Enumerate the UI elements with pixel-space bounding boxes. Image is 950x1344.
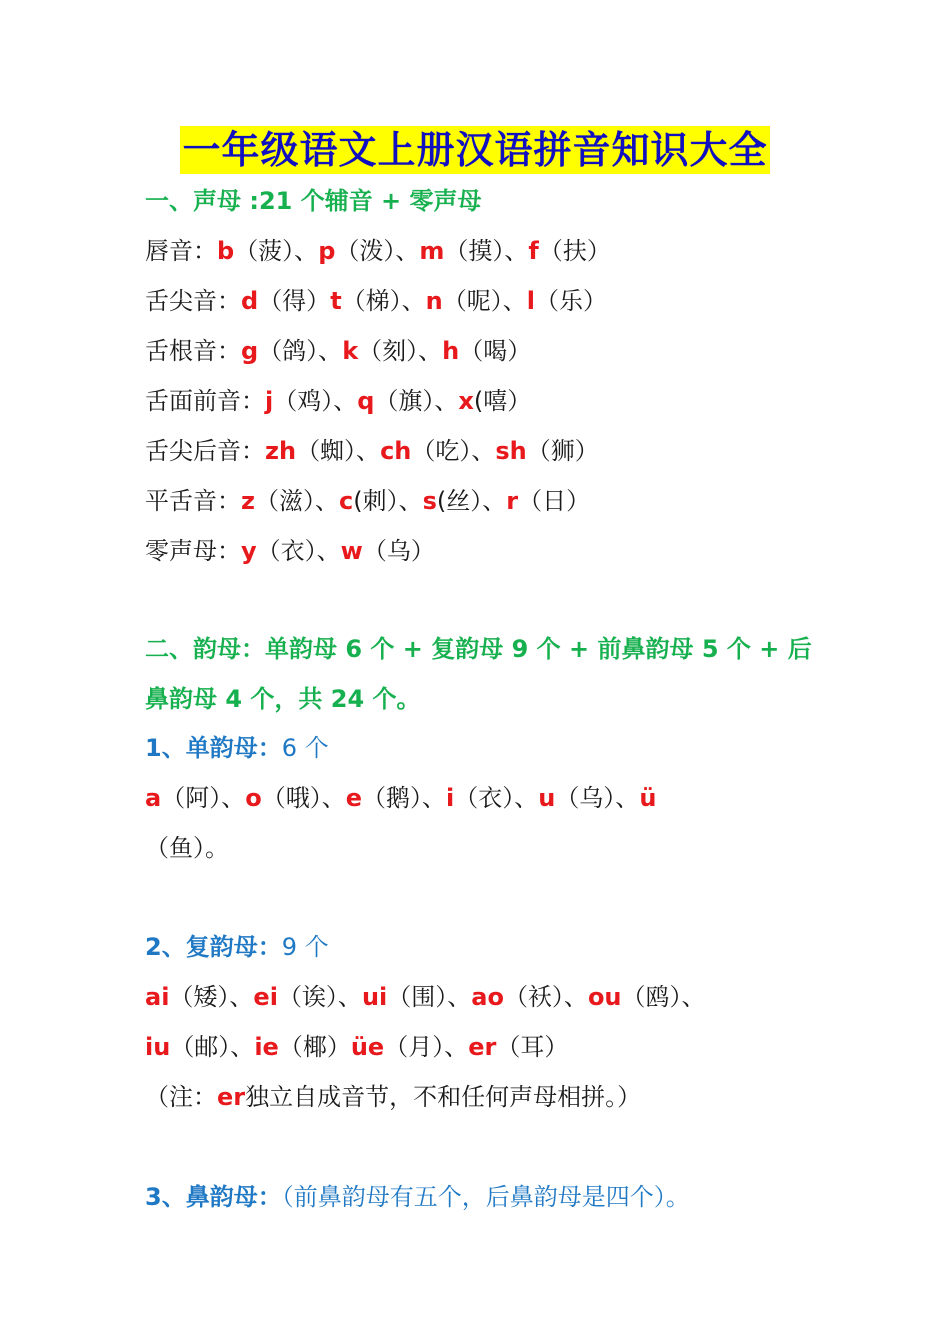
- single-finals-heading: [145, 731, 329, 765]
- pinyin-letter: q: [357, 387, 375, 415]
- initials-row: [145, 534, 435, 568]
- pinyin-letter: r: [506, 487, 519, 515]
- pinyin-letter: üe: [350, 1033, 385, 1061]
- single-finals-count: 6 个: [281, 734, 329, 762]
- example-character: （椰）: [278, 1033, 351, 1061]
- example-character: （旗）、: [374, 387, 459, 415]
- pinyin-letter: c: [338, 487, 354, 515]
- example-character: （衣）、: [454, 784, 539, 812]
- initials-category-label: 舌尖后音：: [145, 437, 265, 465]
- example-character: （衣）、: [256, 537, 341, 565]
- pinyin-letter: j: [265, 387, 274, 415]
- pinyin-letter: k: [342, 337, 359, 365]
- example-character: （扶）: [538, 237, 611, 265]
- single-finals-row2: （鱼）。: [145, 834, 229, 862]
- example-character: (刺）、: [353, 487, 423, 515]
- example-character: （邮）、: [170, 1033, 255, 1061]
- pinyin-letter: er: [468, 1033, 497, 1061]
- example-character: （鸽）、: [258, 337, 343, 365]
- pinyin-letter: iu: [145, 1033, 171, 1061]
- initials-row: [145, 434, 599, 468]
- initials-category-label: 舌根音：: [145, 337, 241, 365]
- example-character: （泼）、: [335, 237, 420, 265]
- note-prefix: （注：: [145, 1083, 217, 1111]
- pinyin-letter: a: [145, 784, 162, 812]
- example-character: （菠）、: [234, 237, 319, 265]
- example-character: （喝）: [459, 337, 532, 365]
- example-character: （矮）、: [169, 983, 254, 1011]
- example-character: （滋）、: [254, 487, 339, 515]
- pinyin-letter: g: [241, 337, 259, 365]
- example-character: (丝）、: [436, 487, 507, 515]
- title-wrapper: [0, 126, 950, 174]
- initials-category-label: 零声母：: [145, 537, 241, 565]
- pinyin-letter: e: [345, 784, 362, 812]
- pinyin-letter: h: [442, 337, 460, 365]
- pinyin-letter: u: [538, 784, 556, 812]
- section2-heading-line2: 鼻韵母 4 个，共 24 个。: [145, 685, 421, 713]
- example-character: （乌）: [362, 537, 435, 565]
- pinyin-letter: b: [217, 237, 235, 265]
- pinyin-letter: f: [528, 237, 539, 265]
- compound-finals-row1: [145, 980, 706, 1014]
- section1-heading: 一、声母 :21 个辅音 + 零声母: [145, 187, 482, 215]
- pinyin-letter: ei: [253, 983, 278, 1011]
- pinyin-letter: o: [245, 784, 262, 812]
- compound-finals-count: 9 个: [281, 933, 329, 961]
- note-er: er: [217, 1083, 246, 1111]
- example-character: （耳）: [496, 1033, 569, 1061]
- example-character: (嘻）: [473, 387, 532, 415]
- example-character: （蜘）、: [296, 437, 381, 465]
- compound-finals-heading: [145, 930, 329, 964]
- pinyin-letter: s: [422, 487, 437, 515]
- pinyin-letter: x: [458, 387, 474, 415]
- example-character: （日）: [518, 487, 591, 515]
- example-character: （得）: [258, 287, 331, 315]
- example-character: （鹅）、: [361, 784, 446, 812]
- example-character: （乌）、: [555, 784, 640, 812]
- pinyin-letter: zh: [265, 437, 297, 465]
- pinyin-letter: ai: [145, 983, 170, 1011]
- section2-heading-line1: 二、韵母：单韵母 6 个 + 复韵母 9 个 + 前鼻韵母 5 个 + 后: [145, 635, 812, 663]
- initials-category-label: 舌尖音：: [145, 287, 241, 315]
- example-character: （乐）: [535, 287, 607, 315]
- example-character: （呢）、: [442, 287, 527, 315]
- example-character: （诶）、: [277, 983, 362, 1011]
- example-character: （梯）、: [341, 287, 426, 315]
- initials-row: [145, 384, 531, 418]
- pinyin-letter: ao: [471, 983, 504, 1011]
- initials-row: [145, 234, 611, 268]
- example-character: （鸥）、: [621, 983, 706, 1011]
- initials-category-label: 唇音：: [145, 237, 217, 265]
- pinyin-letter: ie: [254, 1033, 279, 1061]
- compound-note: [145, 1080, 641, 1114]
- pinyin-letter: ch: [380, 437, 412, 465]
- example-character: （摸）、: [444, 237, 529, 265]
- pinyin-letter: d: [241, 287, 259, 315]
- initials-row: [145, 284, 607, 318]
- example-character: （月）、: [384, 1033, 469, 1061]
- pinyin-letter: t: [330, 287, 342, 315]
- initials-category-label: 舌面前音：: [145, 387, 265, 415]
- example-character: （鸡）、: [273, 387, 358, 415]
- single-finals-row: [145, 781, 656, 815]
- compound-finals-label: 2、复韵母：: [145, 933, 282, 961]
- page-title: 一年级语文上册汉语拼音知识大全: [182, 127, 768, 172]
- pinyin-letter: y: [241, 537, 257, 565]
- single-finals-label: 1、单韵母：: [145, 734, 282, 762]
- pinyin-letter: w: [340, 537, 363, 565]
- initials-row: [145, 334, 531, 368]
- pinyin-letter: ü: [639, 784, 657, 812]
- example-character: （狮）: [526, 437, 599, 465]
- example-character: （吃）、: [411, 437, 496, 465]
- example-character: （围）、: [387, 983, 472, 1011]
- initials-category-label: 平舌音：: [145, 487, 241, 515]
- pinyin-letter: ou: [587, 983, 622, 1011]
- pinyin-letter: l: [526, 287, 535, 315]
- pinyin-letter: z: [241, 487, 255, 515]
- pinyin-letter: n: [425, 287, 443, 315]
- example-character: （阿）、: [161, 784, 246, 812]
- nasal-finals-heading: [145, 1180, 690, 1214]
- nasal-finals-desc: （前鼻韵母有五个，后鼻韵母是四个）。: [281, 1183, 690, 1211]
- initials-row: [145, 484, 590, 518]
- pinyin-letter: p: [318, 237, 336, 265]
- pinyin-letter: ui: [361, 983, 388, 1011]
- note-suffix: 独立自成音节，不和任何声母相拼。）: [245, 1083, 642, 1111]
- example-character: （袄）、: [503, 983, 588, 1011]
- pinyin-letter: i: [445, 784, 455, 812]
- example-character: （刻）、: [358, 337, 443, 365]
- pinyin-letter: m: [419, 237, 445, 265]
- compound-finals-row2: [145, 1030, 568, 1064]
- nasal-finals-label: 3、鼻韵母：: [145, 1183, 282, 1211]
- pinyin-letter: sh: [495, 437, 527, 465]
- example-character: （哦）、: [261, 784, 346, 812]
